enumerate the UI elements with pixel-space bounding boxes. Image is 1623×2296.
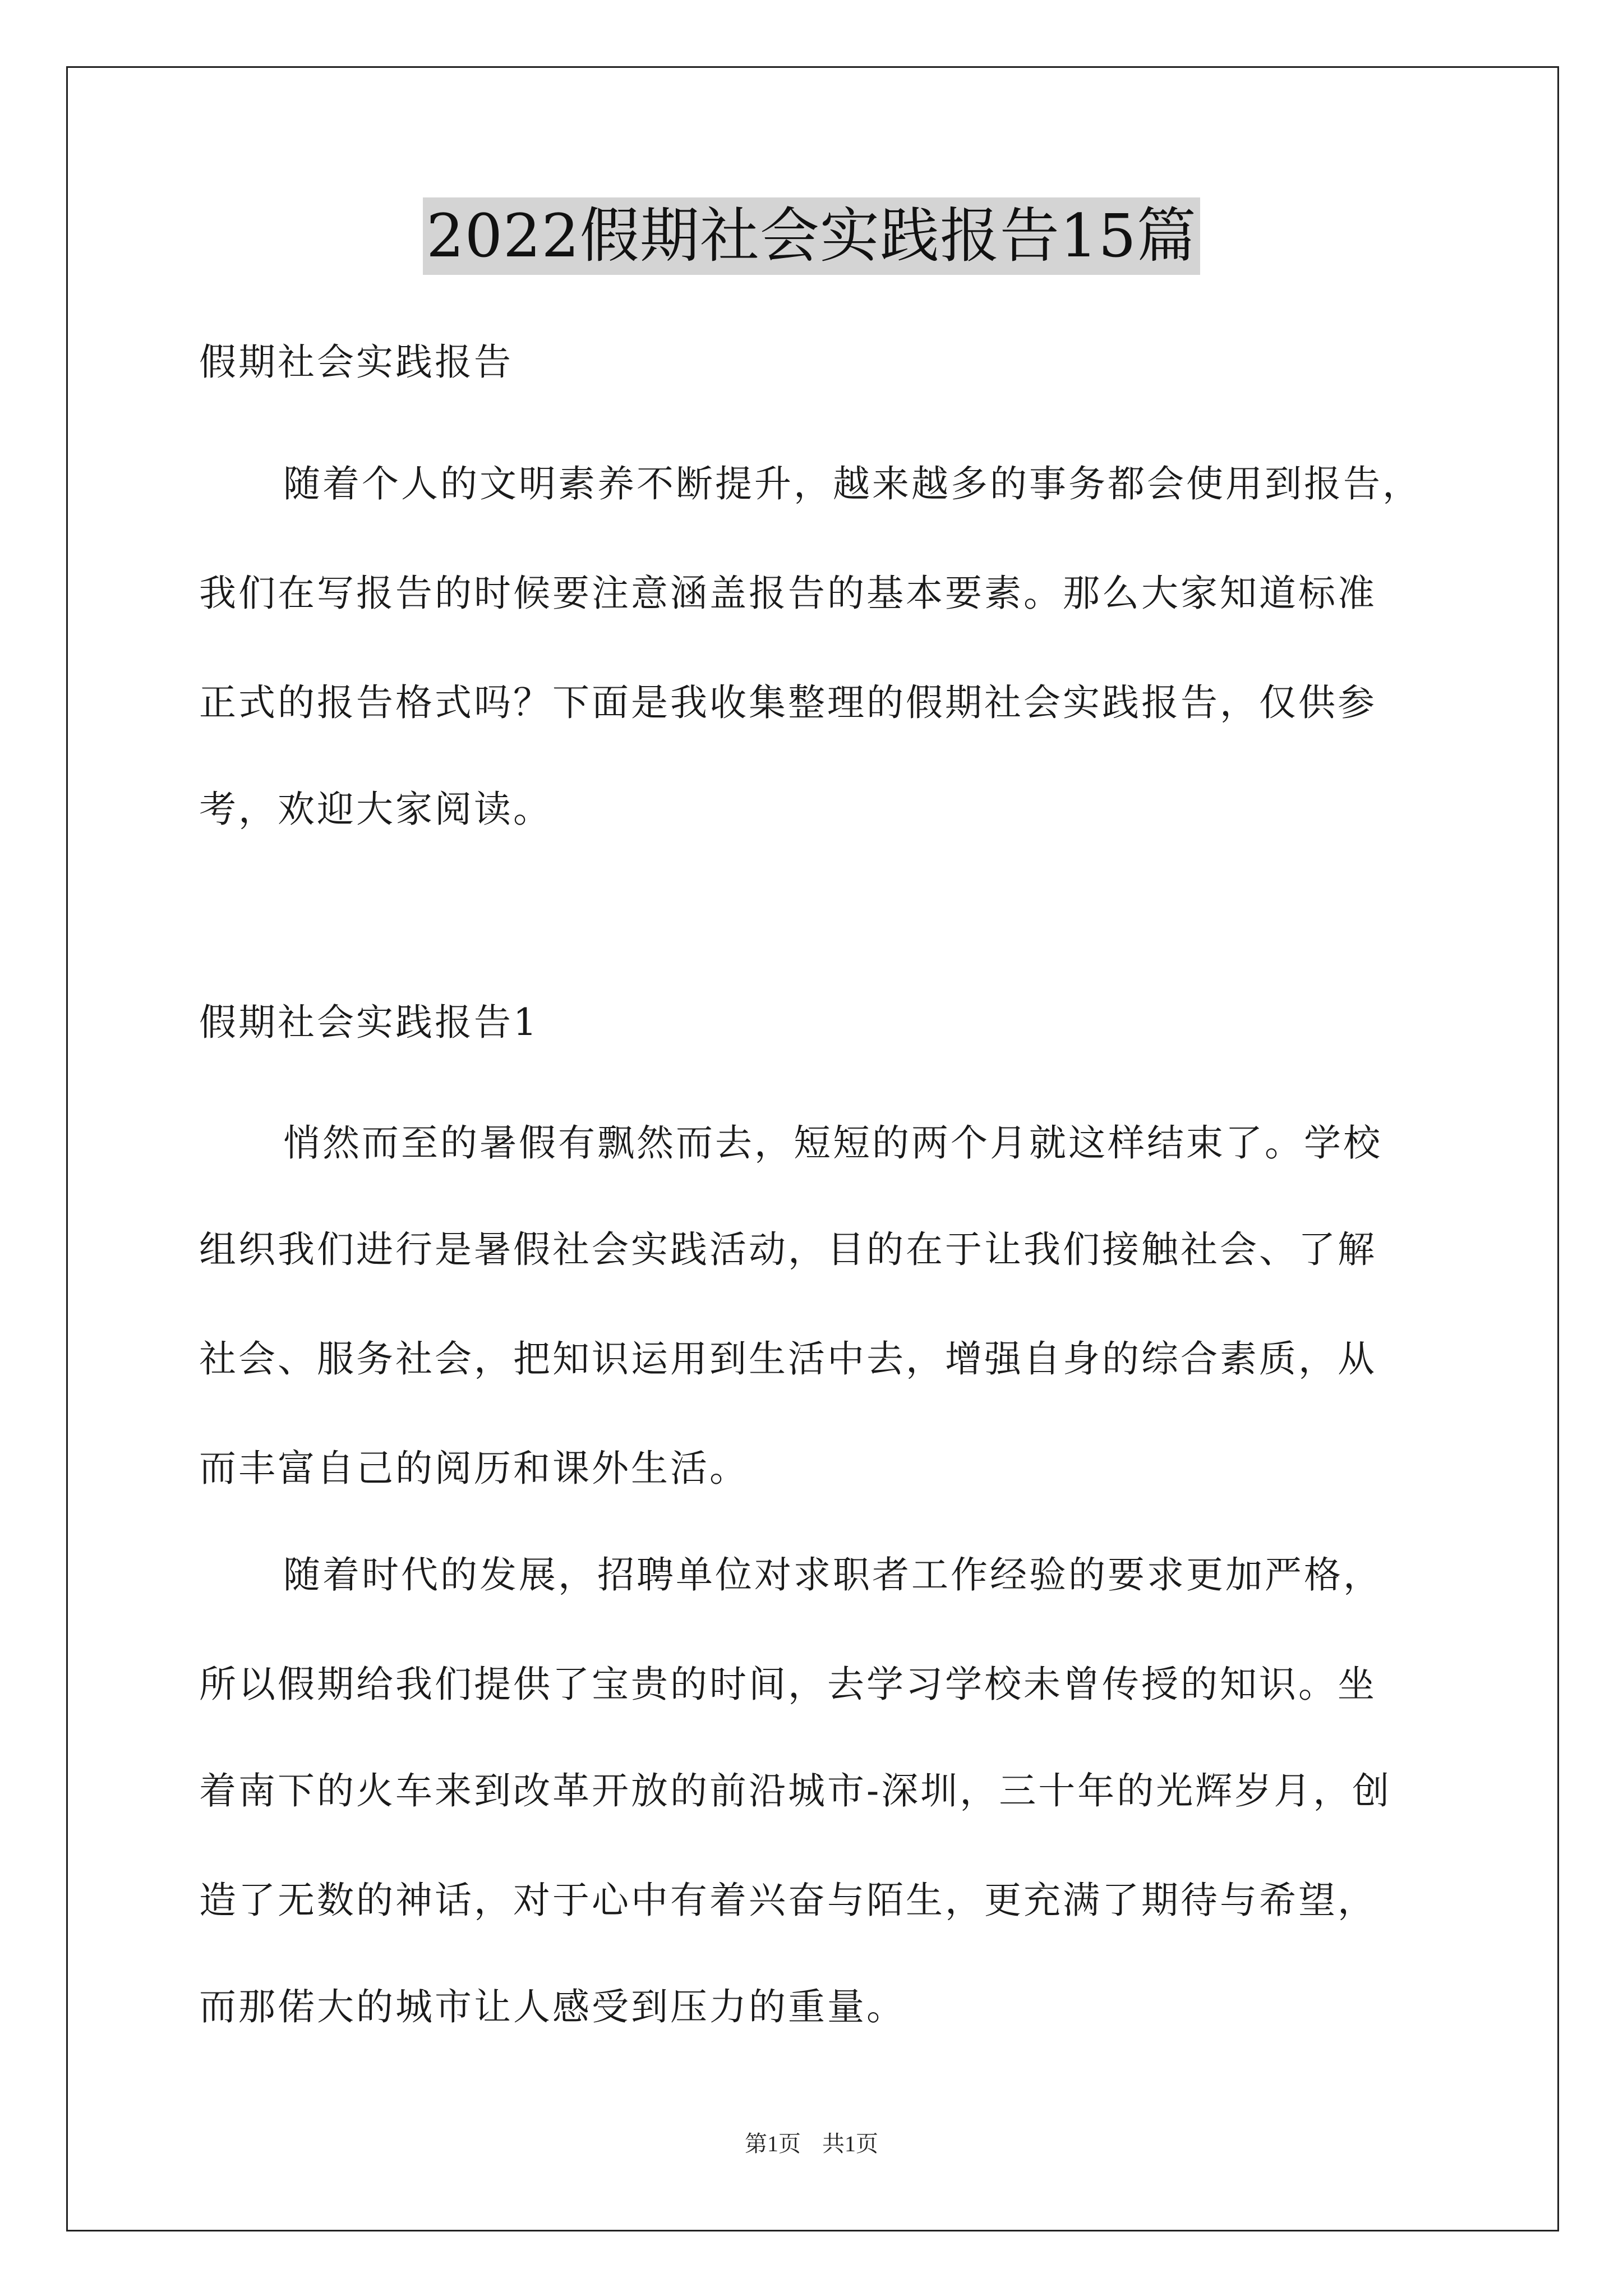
document-title: 2022假期社会实践报告15篇 xyxy=(423,197,1200,275)
paragraph-line: 社会、服务社会，把知识运用到生活中去，增强自身的综合素质，从 xyxy=(199,1337,1377,1381)
intro-line: 我们在写报告的时候要注意涵盖报告的基本要素。那么大家知道标准 xyxy=(199,572,1377,615)
page-footer xyxy=(0,2126,1623,2158)
intro-line: 随着个人的文明素养不断提升，越来越多的事务都会使用到报告， xyxy=(283,462,1422,505)
paragraph-line: 而丰富自己的阅历和课外生活。 xyxy=(199,1447,749,1490)
page-number-total: 共1页 xyxy=(822,2131,878,2156)
paragraph-line: 造了无数的神话，对于心中有着兴奋与陌生，更充满了期待与希望， xyxy=(199,1879,1377,1922)
page-number-current: 第1页 xyxy=(745,2131,801,2156)
paragraph-line: 所以假期给我们提供了宝贵的时间，去学习学校未曾传授的知识。坐 xyxy=(199,1663,1377,1706)
paragraph-line: 着南下的火车来到改革开放的前沿城市-深圳，三十年的光辉岁月，创 xyxy=(199,1769,1392,1812)
paragraph-line: 随着时代的发展，招聘单位对求职者工作经验的要求更加严格， xyxy=(283,1553,1382,1596)
intro-line: 考，欢迎大家阅读。 xyxy=(199,788,552,831)
paragraph-line: 组织我们进行是暑假社会实践活动，目的在于让我们接触社会、了解 xyxy=(199,1228,1377,1271)
paragraph-line: 而那偌大的城市让人感受到压力的重量。 xyxy=(199,1985,906,2028)
section-heading: 假期社会实践报告1 xyxy=(199,1001,539,1044)
title-wrapper xyxy=(0,197,1623,275)
intro-heading: 假期社会实践报告 xyxy=(199,341,513,384)
intro-line: 正式的报告格式吗？下面是我收集整理的假期社会实践报告，仅供参 xyxy=(199,681,1377,724)
paragraph-line: 悄然而至的暑假有飘然而去，短短的两个月就这样结束了。学校 xyxy=(283,1121,1382,1165)
